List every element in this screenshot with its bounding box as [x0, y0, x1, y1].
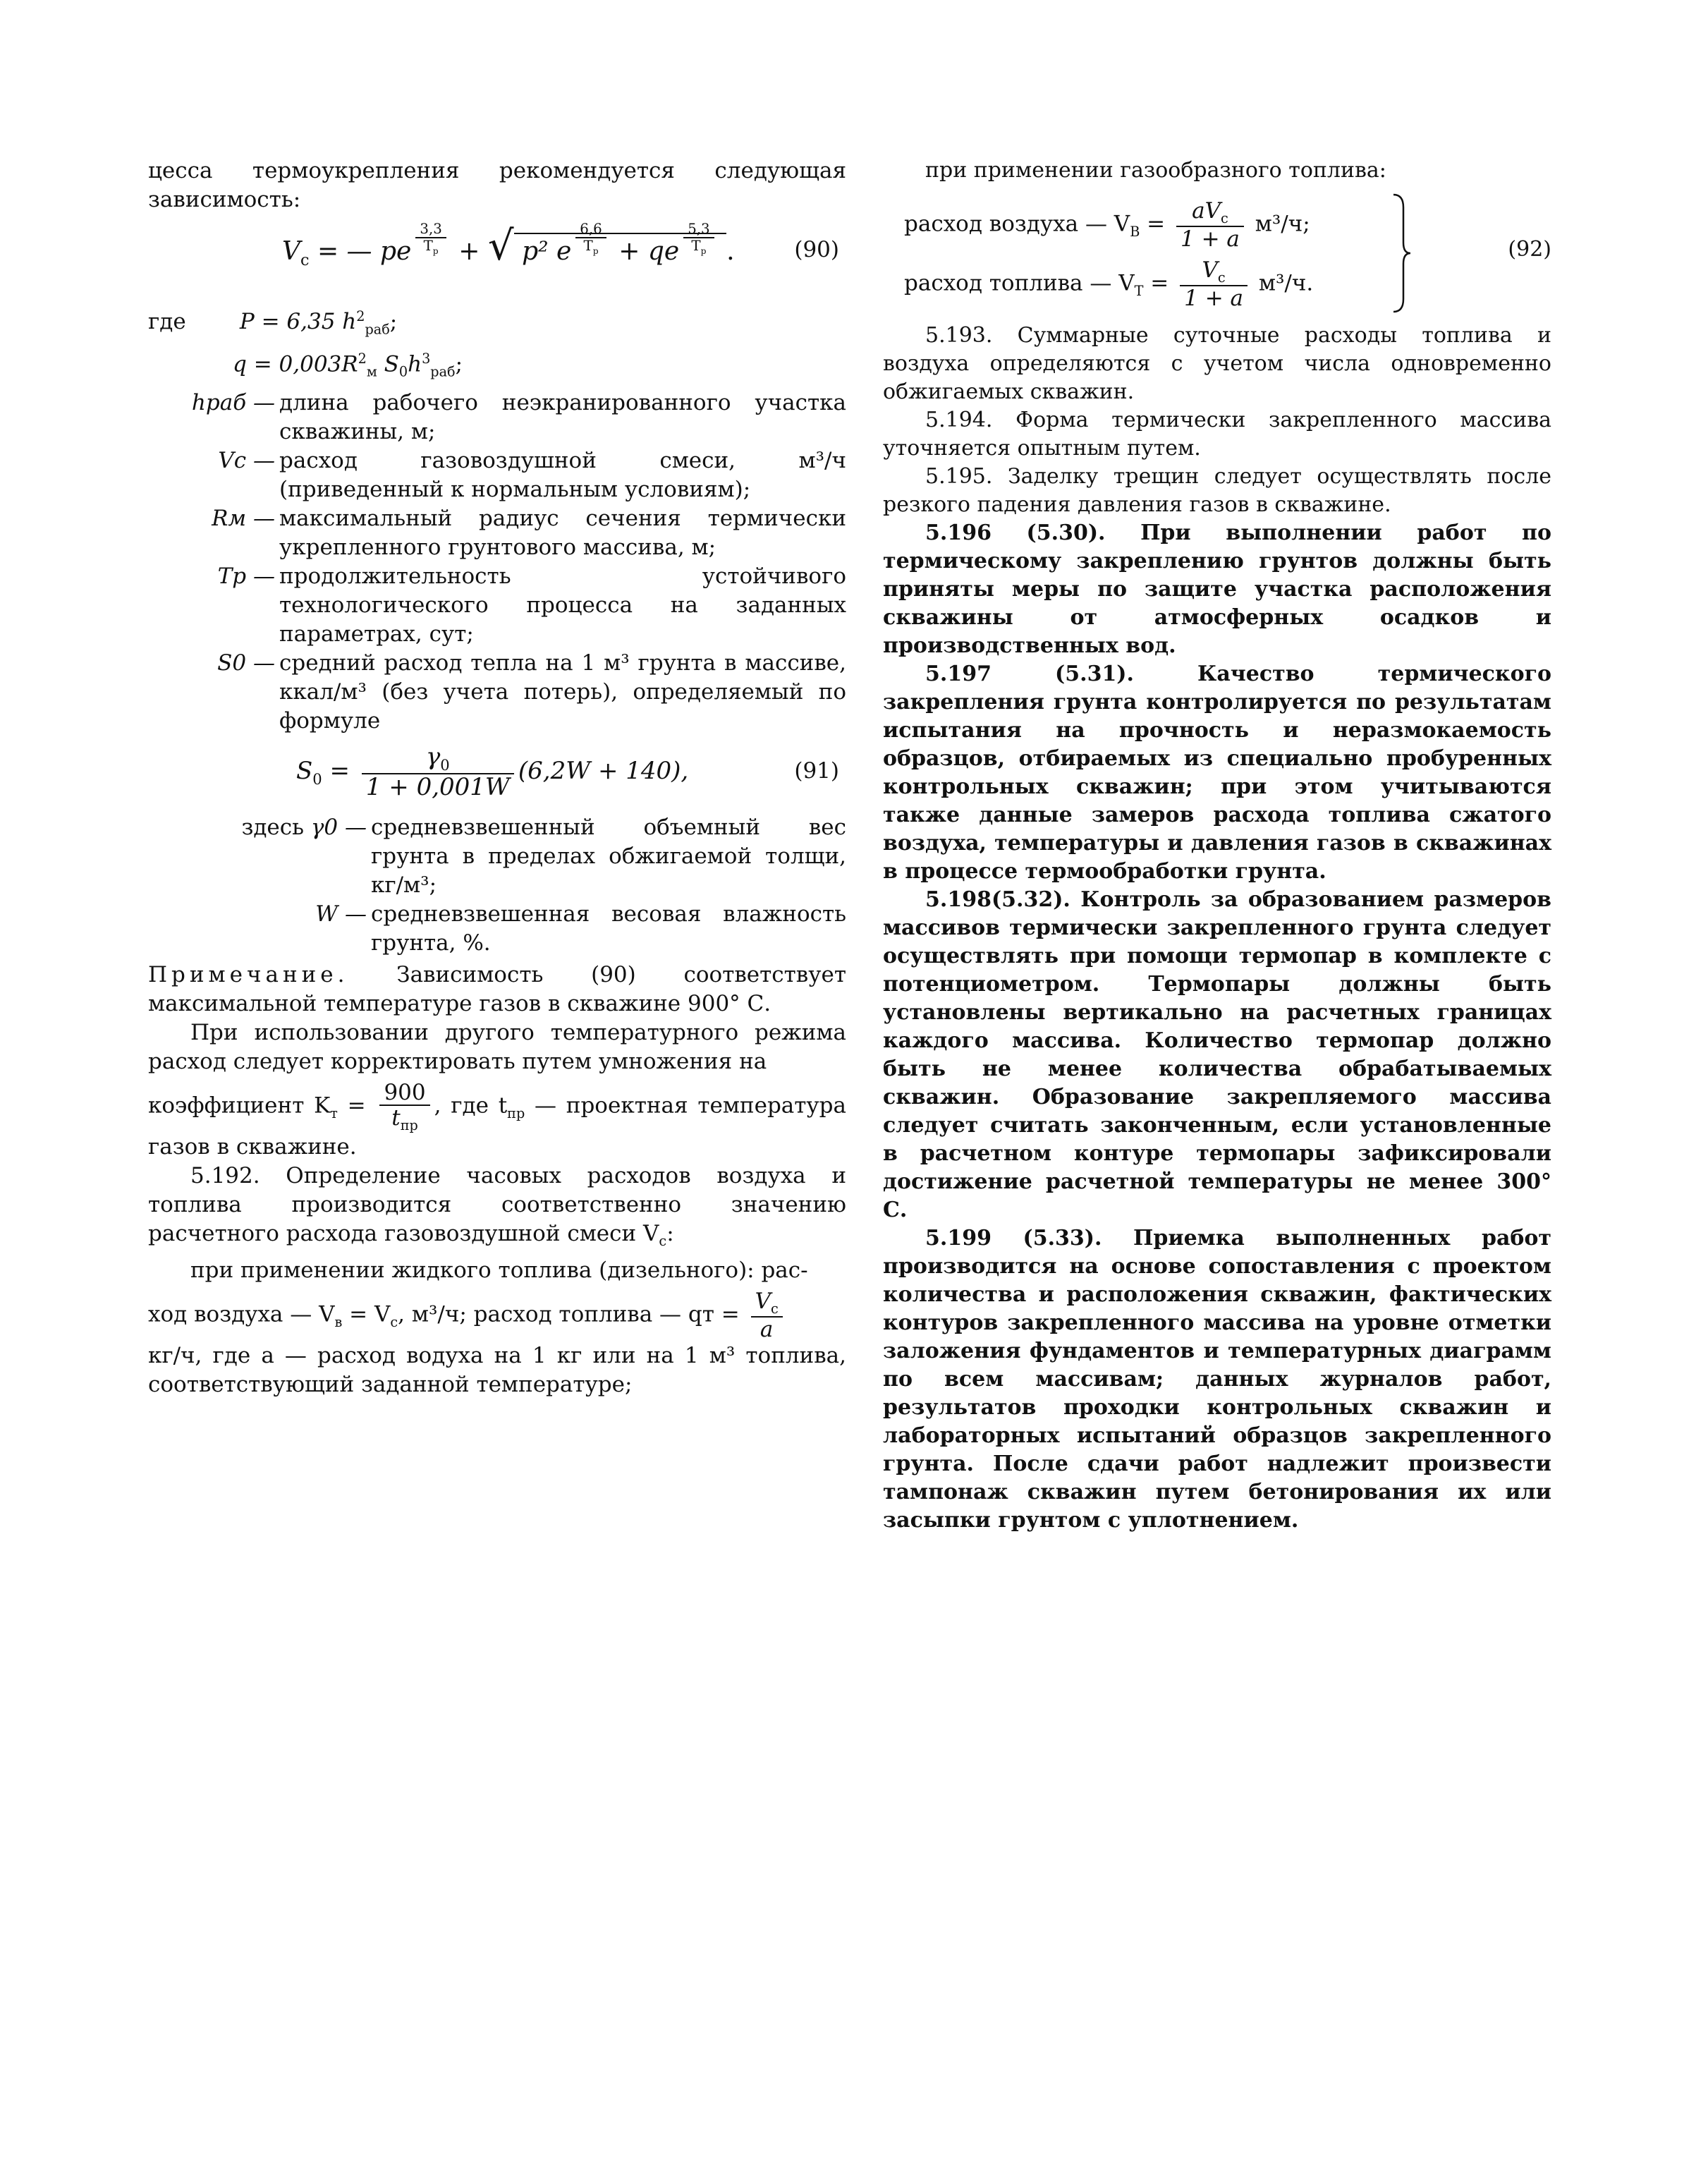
paragraph-5-195: 5.195. Заделку трещин следует осуществлять после резкого падения давления газов в скважине.: [883, 464, 1551, 517]
equation-92-row-air: расход воздуха — $V_B$ = $\frac{aV_c}{1 + a}$ м³/ч;: [904, 198, 1310, 253]
definition-item: S0 — средний расход тепла на 1 м³ грунта в массиве, ккал/м³ (без учета потерь), определяемый по формуле: [217, 650, 846, 734]
definitions-list: [148, 389, 846, 736]
paragraph-5-198: 5.198(5.32). Контроль за образованием размеров массивов термически закрепленного грунта следует осуществлять при помощи термопар в комплекте с потенциометром. Термопары должны быть установлены вертикально на расчетных границах каждого массива. Количество термопар должно быть не менее количества обрабатываемых скважин. Образование закрепляемого массива следует считать законченным, если установленные в расчетном контуре термопары зафиксировали достижение расчетной температуры не менее 300° С.: [883, 887, 1551, 1222]
definition-item: здесь γ0 — средневзвешенный объемный вес грунта в пределах обжигаемой толщи, кг/м³;: [241, 815, 846, 899]
paragraph-5-196: 5.196 (5.30). При выполнении работ по термическому закреплению грунтов должны быть приняты меры по защите участка расположения скважины от атмосферных осадков и производственных вод.: [883, 521, 1551, 658]
equation-90-number: (90): [794, 237, 839, 262]
equation-92-row-fuel: расход топлива — $V_T$ = $\frac{V_c}{1 + a}$ м³/ч.: [904, 257, 1314, 312]
definition-item: Tp — продолжительность устойчивого технологического процесса на заданных параметрах, сут;: [217, 564, 846, 647]
paragraph-liquid-formula: ход воздуха — $V_в = V_c$, м³/ч; расход топлива — qт = $\frac{V_c}{a}$: [148, 1289, 846, 1341]
paragraph-gas: при применении газообразного топлива:: [925, 158, 1386, 183]
equation-91: [148, 736, 846, 813]
paragraph-liquid: при применении жидкого топлива (дизельного): рас-: [190, 1257, 808, 1283]
right-brace-icon: [1391, 193, 1412, 313]
paragraph-liquid-end: кг/ч, где a — расход водуха на 1 кг или на 1 м³ топлива, соответствующий заданной температуре;: [148, 1343, 846, 1398]
equation-90-body: $V_c$ = — pe $\frac{3,3}{T_p}$ + √ p² e $\frac{6,6}{T_p}$ + qe $\frac{5,3}{T_p}$ .: [282, 221, 735, 269]
here-definitions: [148, 813, 846, 958]
equation-92-number: (92): [1508, 237, 1551, 262]
where-q: $q = 0,003R^2_м$ $S_0h^3_{раб}$;: [233, 350, 463, 380]
equation-91-number: (91): [794, 758, 839, 784]
equation-91-body: $S_0$ = $\frac{\gamma_0}{1 + 0,001W}$ (6,2W + 140),: [296, 743, 689, 801]
left-column: [148, 157, 846, 1399]
paragraph-5-199: 5.199 (5.33). Приемка выполненных работ производится на основе сопоставления с проектом количества и расположения скважин, фактических контуров закрепленного массива на уровне отметки заложения фундаментов и температурных диаграмм по всем массивам; данных журналов работ, результатов проходки контрольных скважин и лабораторных испытаний образцов закрепленного грунта. После сдачи работ надлежит произвести тампонаж скважин путем бетонирования их или засыпки грунтом с уплотнением.: [883, 1226, 1551, 1533]
paragraph-5-193: 5.193. Суммарные суточные расходы топлива и воздуха определяются с учетом числа одновременно обжигаемых скважин.: [883, 323, 1551, 404]
equation-92: [883, 193, 1551, 313]
paragraph-5-194: 5.194. Форма термически закрепленного массива уточняется опытным путем.: [883, 408, 1551, 461]
definition-item: hраб — длина рабочего неэкранированного участка скважины, м;: [191, 390, 846, 445]
fuel-fraction: $\frac{V_c}{a}$: [751, 1289, 783, 1341]
exponent-3: $\frac{5,3}{T_p}$: [683, 221, 714, 256]
equation-90: [148, 214, 846, 299]
paragraph-other-mode: При использовании другого температурного режима расход следует корректировать путем умножения на: [148, 1020, 846, 1075]
exponent-1: $\frac{3,3}{T_p}$: [415, 221, 446, 256]
definition-item: Rм — максимальный радиус сечения термически укрепленного грунтового массива, м;: [212, 506, 846, 561]
paragraph-coefficient: коэффициент $K_т$ = $\frac{900}{t_{пр}}$ , где $t_{пр}$ — проектная температура газов в скважине.: [148, 1080, 846, 1160]
exponent-2: $\frac{6,6}{T_p}$: [575, 221, 606, 256]
coefficient-fraction: $\frac{900}{t_{пр}}$: [379, 1081, 429, 1133]
paragraph-5-192: 5.192. Определение часовых расходов воздуха и топлива производится соответственно значению расчетного расхода газовоздушной смеси $V_c$:: [148, 1163, 846, 1250]
paragraph-5-197: 5.197 (5.31). Качество термического закрепления грунта контролируется по результатам испытания на прочность и неразмокаемость образцов, отбираемых из специально пробуренных контрольных скважин; при этом учитываются также данные замеров расхода топлива сжатого воздуха, температуры и давления газов в скважинах в процессе термообработки грунта.: [883, 662, 1551, 884]
definition-item: W — средневзвешенная весовая влажность грунта, %.: [315, 901, 846, 956]
equation-91-fraction: $\frac{\gamma_0}{1 + 0,001W}$: [362, 744, 514, 801]
where-P: где P = 6,35 $h^2_{раб}$;: [148, 308, 398, 338]
note: Примечание. Зависимость (90) соответствует максимальной температуре газов в скважине 900° С.: [148, 962, 846, 1017]
right-column: [883, 157, 1551, 1535]
definition-item: Vc — расход газовоздушной смеси, м³/ч (приведенный к нормальным условиям);: [218, 448, 846, 503]
paragraph-intro: цесса термоукрепления рекомендуется следующая зависимость:: [148, 158, 846, 212]
